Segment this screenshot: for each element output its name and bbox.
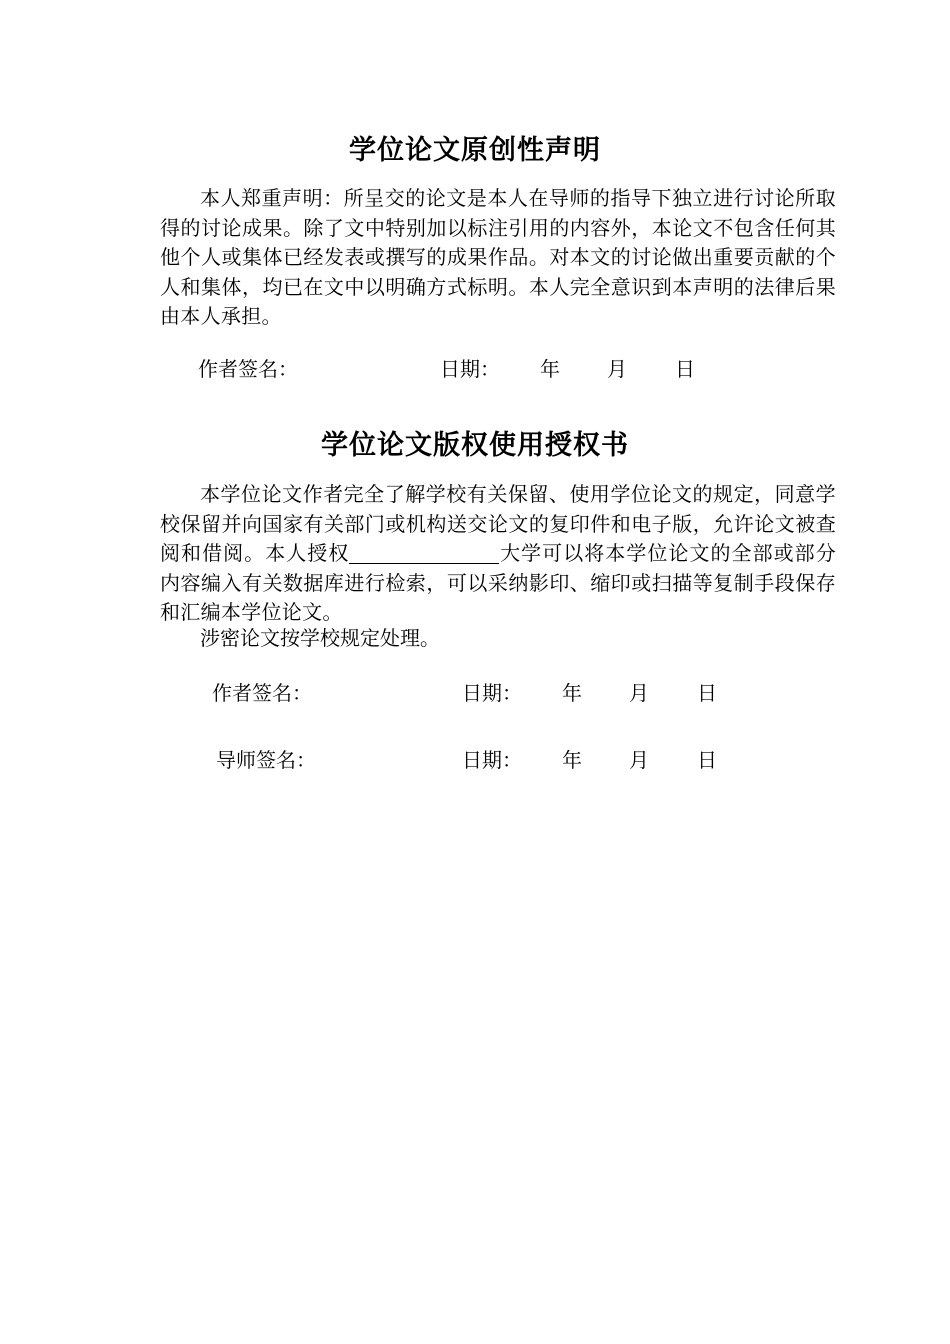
author-signature-label: 作者签名： [198,357,298,381]
date-label: 日期： [440,357,500,381]
date-label: 日期： [462,681,522,705]
year-label: 年 [562,748,582,772]
author-signature-row [0,678,950,708]
advisor-signature-row [0,745,950,775]
advisor-signature-label: 导师签名： [216,748,316,772]
copyright-authorization-body [160,480,836,628]
author-signature-label: 作者签名： [212,681,312,705]
originality-signature-row [0,354,950,384]
copyright-body-part-1: 本学位论文作者完全了解学校有关保留、使用学位论文的规定，同意学校保留并向国家有关部门或机构送交论文的复印件和电子版，允许论文被查阅和借阅。本人授权 [160,482,836,565]
day-label: 日 [675,357,695,381]
year-label: 年 [562,681,582,705]
university-name-blank [349,543,499,564]
year-label: 年 [540,357,560,381]
copyright-authorization-title: 学位论文版权使用授权书 [321,430,629,461]
month-label: 月 [629,681,649,705]
day-label: 日 [697,681,717,705]
day-label: 日 [697,748,717,772]
date-label: 日期： [462,748,522,772]
originality-statement-body: 本人郑重声明：所呈交的论文是本人在导师的指导下独立进行讨论所取得的讨论成果。除了文中特别加以标注引用的内容外，本论文不包含任何其他个人或集体已经发表或撰写的成果作品。对本文的讨论做出重要贡献的个人和集体，均已在文中以明确方式标明。本人完全意识到本声明的法律后果由本人承担。 [160,186,836,328]
confidential-note: 涉密论文按学校规定处理。 [200,626,440,650]
month-label: 月 [629,748,649,772]
copyright-body-part-2: 大学可以将本学位论文的全部或部分内容编入有关数据库进行检索，可以采纳影印、缩印或扫描等复制手段保存和汇编本学位论文。 [160,541,836,624]
month-label: 月 [607,357,627,381]
originality-statement-title: 学位论文原创性声明 [349,135,601,166]
